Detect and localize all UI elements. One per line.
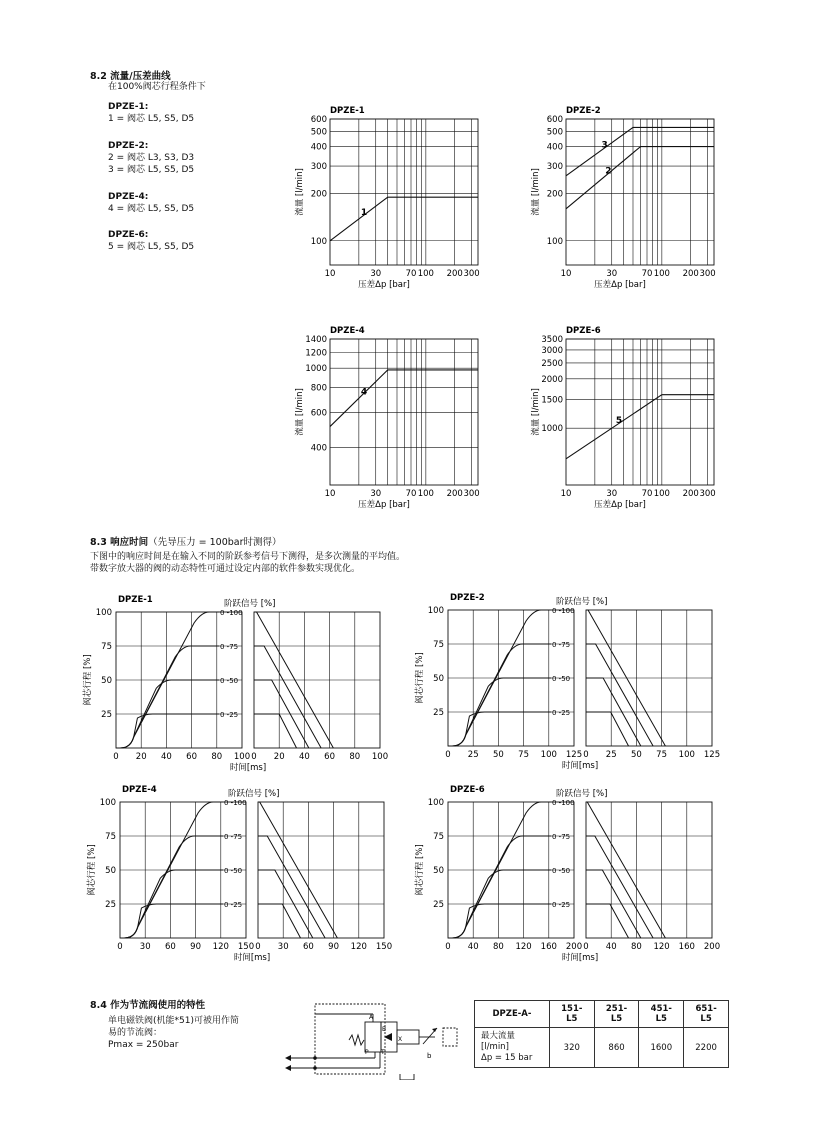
step-level-label: 0 -50 [552, 675, 571, 683]
table-header: 151-L5 [549, 1001, 594, 1028]
row-label-line: 最大流量 [l/min] [481, 1031, 516, 1052]
x-tick-label: 80 [630, 942, 642, 952]
x-axis-label: 时间[ms] [229, 763, 267, 773]
table-row [475, 1028, 729, 1068]
response-time-charts [0, 580, 816, 970]
y-tick-label: 50 [101, 676, 112, 686]
x-tick-label: 0 [445, 942, 451, 952]
x-tick-label: 100 [371, 752, 389, 762]
x-tick-label: 160 [678, 942, 695, 952]
x-tick-label: 300 [463, 489, 480, 499]
port-b-label: B [382, 1026, 387, 1033]
legend-group-title: DPZE-2: [108, 141, 149, 151]
y-tick-label: 2500 [541, 358, 563, 369]
x-tick-label: 30 [370, 489, 382, 499]
section-8-3-note: （先导压力 = 100bar时测得） [148, 537, 282, 548]
x-axis-label: 时间[ms] [561, 761, 599, 771]
closing-curve [586, 836, 653, 938]
x-tick-label: 200 [446, 489, 463, 499]
closing-curve [586, 904, 629, 938]
y-tick-label: 100 [427, 606, 444, 616]
table-header: 251-L5 [594, 1001, 639, 1028]
port-x-label: X [398, 1036, 403, 1043]
step-level-label: 0 -75 [552, 833, 571, 841]
legend-line: 4 = 阀芯 L5, S5, D5 [108, 204, 195, 214]
x-tick-label: 10 [324, 489, 336, 499]
section-8-3-heading [90, 534, 282, 548]
y-tick-label: 100 [99, 798, 116, 808]
x-tick-label: 70 [405, 489, 417, 499]
x-tick-label: 70 [405, 269, 417, 279]
step-level-label: 0 -50 [220, 677, 239, 685]
opening-curve [120, 904, 223, 938]
table-header-row [475, 1001, 729, 1028]
x-tick-label: 0 [117, 942, 123, 952]
response-chart-3 [86, 785, 392, 963]
x-tick-label: 30 [606, 269, 618, 279]
legend-line: 1 = 阀芯 L5, S5, D5 [108, 114, 195, 124]
legend-group-title: DPZE-1: [108, 102, 149, 112]
x-tick-label: 100 [653, 489, 670, 499]
legend-group-title: DPZE-4: [108, 192, 149, 202]
x-tick-label: 90 [328, 942, 340, 952]
table-header: DPZE-A- [475, 1001, 550, 1028]
y-tick-label: 400 [546, 142, 563, 153]
x-tick-label: 20 [273, 752, 285, 762]
step-signal-label: 阶跃信号 [%] [556, 597, 608, 607]
plot-frame [566, 339, 714, 485]
x-tick-label: 200 [446, 269, 463, 279]
x-tick-label: 40 [298, 752, 310, 762]
step-level-label: 0 -100 [552, 607, 575, 615]
x-tick-label: 75 [656, 750, 668, 760]
y-tick-label: 400 [310, 443, 327, 454]
x-tick-label: 160 [540, 942, 557, 952]
section-8-4-heading: 8.4 作为节流阀使用的特性 [90, 1000, 206, 1011]
x-tick-label: 125 [565, 750, 583, 760]
series-label: 2 [605, 166, 612, 177]
y-tick-label: 100 [427, 798, 444, 808]
x-tick-label: 40 [467, 942, 479, 952]
y-tick-label: 25 [101, 710, 112, 720]
closing-curve [258, 836, 325, 938]
y-tick-label: 2000 [541, 374, 563, 385]
x-tick-label: 150 [237, 942, 255, 952]
body-line: 单电磁铁阀(机能*51)可被用作简 [108, 1016, 239, 1026]
opening-curve [116, 714, 219, 748]
y-axis-label: 流量 [l/min] [295, 168, 305, 216]
x-tick-label: 200 [682, 269, 699, 279]
y-tick-label: 500 [310, 127, 327, 138]
y-tick-label: 75 [105, 832, 116, 842]
step-signal-label: 阶跃信号 [%] [556, 789, 608, 799]
y-tick-label: 1200 [305, 348, 327, 359]
x-tick-label: 60 [302, 942, 314, 952]
table-header: 451-L5 [639, 1001, 684, 1028]
y-tick-label: 1500 [541, 395, 563, 406]
step-signal-label: 阶跃信号 [%] [228, 789, 280, 799]
x-tick-label: 25 [605, 750, 617, 760]
port-p-label: P [365, 1049, 369, 1056]
y-tick-label: 50 [433, 866, 444, 876]
table-cell: 2200 [684, 1028, 729, 1068]
step-level-label: 0 -50 [552, 867, 571, 875]
step-level-label: 0 -25 [220, 711, 239, 719]
y-tick-label: 800 [310, 383, 327, 394]
x-tick-label: 0 [113, 752, 119, 762]
x-tick-label: 30 [277, 942, 289, 952]
step-signal-label: 阶跃信号 [%] [224, 599, 276, 609]
chart-title: DPZE-2 [566, 106, 601, 116]
section-8-3-title: 8.3 响应时间 [90, 537, 149, 548]
x-tick-label: 60 [164, 942, 176, 952]
series-label: 5 [615, 415, 623, 426]
step-level-label: 0 -75 [220, 643, 239, 651]
throttle-valve-schematic [285, 1000, 470, 1080]
flow-pressure-charts [0, 0, 816, 520]
x-axis-label: 压差Δp [bar] [594, 500, 646, 510]
x-tick-label: 0 [583, 750, 589, 760]
x-tick-label: 80 [492, 942, 504, 952]
chart-title: DPZE-4 [330, 326, 365, 336]
x-tick-label: 10 [560, 489, 572, 499]
y-tick-label: 100 [310, 236, 327, 247]
response-chart-4 [414, 785, 720, 963]
series-line-1 [330, 197, 478, 241]
step-level-label: 0 -50 [224, 867, 243, 875]
y-tick-label: 25 [433, 708, 444, 718]
step-level-label: 0 -25 [224, 901, 243, 909]
series-label: 1 [360, 207, 368, 218]
y-axis-label: 阀芯行程 [%] [415, 652, 425, 704]
series-line-4 [330, 370, 478, 427]
series-label: 3 [601, 140, 608, 151]
x-axis-label: 压差Δp [bar] [594, 280, 646, 290]
y-tick-label: 75 [433, 640, 444, 650]
x-tick-label: 100 [678, 750, 695, 760]
y-tick-label: 50 [105, 866, 116, 876]
x-tick-label: 70 [641, 489, 653, 499]
table-cell: 1600 [639, 1028, 684, 1068]
legend-line: 2 = 阀芯 L3, S3, D3 [108, 153, 195, 163]
step-level-label: 0 -25 [552, 901, 571, 909]
x-tick-label: 0 [583, 942, 589, 952]
port-t-label: T [381, 1049, 385, 1056]
y-tick-label: 1000 [541, 424, 563, 435]
opening-curve [448, 712, 551, 746]
opening-curve [448, 904, 551, 938]
throttle-spec-table [474, 1000, 729, 1068]
chart-title: DPZE-6 [450, 785, 485, 795]
x-tick-label: 300 [699, 489, 716, 499]
x-tick-label: 0 [255, 942, 261, 952]
y-tick-label: 3000 [541, 345, 563, 356]
y-axis-label: 流量 [l/min] [531, 388, 541, 436]
section-8-3-body [90, 551, 405, 575]
x-tick-label: 125 [703, 750, 721, 760]
body-line: Pmax = 250bar [108, 1040, 179, 1050]
x-tick-label: 30 [139, 942, 151, 952]
closing-curve [586, 712, 629, 746]
y-axis-label: 流量 [l/min] [295, 388, 305, 436]
x-tick-label: 80 [349, 752, 361, 762]
y-tick-label: 600 [310, 408, 327, 419]
y-tick-label: 1000 [305, 364, 327, 375]
body-line: 下图中的响应时间是在输入不同的阶跃参考信号下测得，是多次测量的平均值。 [90, 552, 406, 562]
closing-curve [254, 714, 297, 748]
x-tick-label: 100 [233, 752, 251, 762]
section-8-4-body [108, 1015, 239, 1051]
section-8-2-subtitle: 在100%阀芯行程条件下 [108, 82, 206, 92]
table-cell: 320 [549, 1028, 594, 1068]
x-tick-label: 120 [515, 942, 532, 952]
y-tick-label: 300 [546, 162, 563, 173]
closing-curve [586, 644, 653, 746]
x-tick-label: 150 [375, 942, 393, 952]
step-level-label: 0 -100 [220, 609, 243, 617]
x-tick-label: 30 [370, 269, 382, 279]
series-line-5 [566, 395, 714, 459]
plot-frame [330, 339, 478, 485]
opening-curve [116, 646, 219, 748]
y-tick-label: 600 [310, 115, 327, 125]
y-tick-label: 100 [95, 608, 112, 618]
connection-b-label: b [427, 1052, 432, 1060]
x-tick-label: 300 [699, 269, 716, 279]
flow-chart-4 [530, 326, 716, 510]
opening-curve [120, 836, 223, 938]
legend-line: 5 = 阀芯 L5, S5, D5 [108, 242, 195, 252]
x-tick-label: 20 [135, 752, 147, 762]
legend-group-title: DPZE-6: [108, 230, 149, 240]
step-level-label: 0 -100 [224, 799, 247, 807]
y-tick-label: 200 [546, 189, 563, 200]
y-tick-label: 200 [310, 189, 327, 200]
y-axis-label: 阀芯行程 [%] [87, 844, 97, 896]
x-axis-label: 时间[ms] [233, 953, 271, 963]
response-chart-1 [82, 595, 388, 773]
x-tick-label: 120 [212, 942, 229, 952]
chart-title: DPZE-2 [450, 593, 485, 603]
y-axis-label: 流量 [l/min] [531, 168, 541, 216]
x-tick-label: 200 [565, 942, 583, 952]
response-chart-2 [414, 593, 720, 771]
closing-curve [254, 646, 321, 748]
y-axis-label: 阀芯行程 [%] [83, 654, 93, 706]
x-tick-label: 50 [492, 750, 504, 760]
flow-chart-3 [294, 326, 480, 510]
y-tick-label: 400 [310, 142, 327, 153]
body-line: 带数字放大器的阀的动态特性可通过设定内部的软件参数实现优化。 [90, 564, 361, 574]
y-tick-label: 100 [546, 236, 563, 247]
x-tick-label: 40 [605, 942, 617, 952]
y-axis-label: 阀芯行程 [%] [415, 844, 425, 896]
y-tick-label: 600 [546, 115, 563, 125]
opening-curve [448, 644, 551, 746]
x-axis-label: 时间[ms] [561, 953, 599, 963]
flow-chart-1 [294, 106, 480, 290]
x-tick-label: 90 [190, 942, 202, 952]
opening-curve [448, 836, 551, 938]
y-tick-label: 1400 [305, 335, 327, 345]
chart-title: DPZE-1 [118, 595, 153, 605]
port-a-label: A [369, 1014, 374, 1021]
x-tick-label: 120 [653, 942, 670, 952]
y-tick-label: 50 [433, 674, 444, 684]
step-level-label: 0 -75 [224, 833, 243, 841]
y-tick-label: 3500 [541, 335, 563, 345]
x-tick-label: 0 [445, 750, 451, 760]
x-tick-label: 120 [350, 942, 367, 952]
x-tick-label: 100 [653, 269, 670, 279]
x-tick-label: 200 [703, 942, 721, 952]
table-header: 651-L5 [684, 1001, 729, 1028]
plot-frame [566, 119, 714, 265]
x-tick-label: 300 [463, 269, 480, 279]
x-tick-label: 80 [211, 752, 223, 762]
series-label: 4 [360, 387, 368, 398]
step-level-label: 0 -100 [552, 799, 575, 807]
flow-chart-2 [530, 106, 716, 290]
x-tick-label: 30 [606, 489, 618, 499]
x-tick-label: 50 [630, 750, 642, 760]
x-axis-label: 压差Δp [bar] [358, 500, 410, 510]
chart-title: DPZE-4 [122, 785, 157, 795]
y-tick-label: 300 [310, 162, 327, 173]
x-tick-label: 75 [518, 750, 530, 760]
y-tick-label: 500 [546, 127, 563, 138]
closing-curve [258, 904, 301, 938]
step-level-label: 0 -25 [552, 709, 571, 717]
x-tick-label: 60 [324, 752, 336, 762]
plot-frame [330, 119, 478, 265]
chart-title: DPZE-6 [566, 326, 601, 336]
series-line-3 [566, 127, 714, 175]
x-tick-label: 0 [251, 752, 257, 762]
y-tick-label: 25 [433, 900, 444, 910]
chart-title: DPZE-1 [330, 106, 365, 116]
step-level-label: 0 -75 [552, 641, 571, 649]
body-line: 易的节流阀： [108, 1028, 163, 1038]
y-tick-label: 75 [433, 832, 444, 842]
y-tick-label: 75 [101, 642, 112, 652]
x-tick-label: 60 [186, 752, 198, 762]
x-tick-label: 200 [682, 489, 699, 499]
x-tick-label: 70 [641, 269, 653, 279]
x-tick-label: 25 [467, 750, 479, 760]
row-label-line: Δp = 15 bar [481, 1053, 533, 1063]
section-8-2-heading: 8.2 流量/压差曲线 [90, 71, 171, 82]
x-tick-label: 100 [417, 489, 434, 499]
legend-line: 3 = 阀芯 L5, S5, D5 [108, 165, 195, 175]
x-tick-label: 100 [417, 269, 434, 279]
x-tick-label: 10 [560, 269, 572, 279]
x-axis-label: 压差Δp [bar] [358, 280, 410, 290]
x-tick-label: 40 [160, 752, 172, 762]
y-tick-label: 25 [105, 900, 116, 910]
row-label [475, 1028, 550, 1068]
series-line-2 [566, 147, 714, 209]
table-cell: 860 [594, 1028, 639, 1068]
x-tick-label: 10 [324, 269, 336, 279]
x-tick-label: 100 [540, 750, 557, 760]
